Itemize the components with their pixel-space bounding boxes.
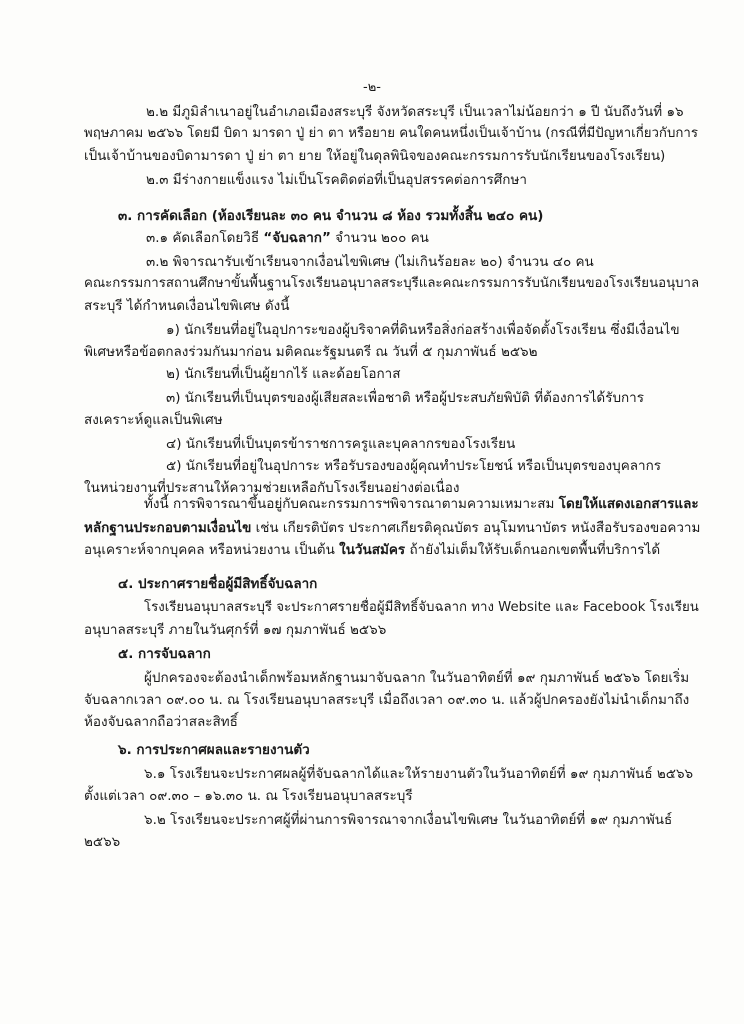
section-5-heading: ๕. การจับฉลาก (118, 646, 211, 662)
item-6-1: ๖.๑ โรงเรียนจะประกาศผลผู้ที่จับฉลากได้และให้รายงานตัวในวันอาทิตย์ที่ ๑๙ กุมภาพันธ์ ๒๕๖๖ (144, 766, 694, 782)
condition-3: ๓) นักเรียนที่เป็นบุตรของผู้เสียสละเพื่อชาติ หรือผู้ประสบภัยพิบัติ ที่ต้องการได้รับการ (166, 390, 645, 406)
paragraph-line: สงเคราะห์ดูแลเป็นพิเศษ (84, 412, 223, 428)
item-3-1: ๓.๑ คัดเลือกโดยวิธี “จับฉลาก” จำนวน ๒๐๐ คน (146, 230, 429, 246)
paragraph-line: เป็นเจ้าบ้านของบิดามารดา ปู่ ย่า ตา ยาย ให้อยู่ในดุลพินิจของคณะกรรมการรับนักเรียนของโรงเรียน) (84, 148, 666, 164)
item-3-2: ๓.๒ พิจารณารับเข้าเรียนจากเงื่อนไขพิเศษ (ไม่เกินร้อยละ ๒๐) จำนวน ๔๐ คน (146, 254, 594, 270)
note-paragraph: ทั้งนี้ การพิจารณาขึ้นอยู่กับคณะกรรมการฯพิจารณาตามความเหมาะสม โดยให้แสดงเอกสารและ (144, 496, 699, 512)
section-3-heading: ๓. การคัดเลือก (ห้องเรียนละ ๓๐ คน จำนวน ๘ ห้อง รวมทั้งสิ้น ๒๔๐ คน) (118, 208, 544, 224)
paragraph-line: อนุบาลสระบุรี ภายในวันศุกร์ที่ ๑๗ กุมภาพันธ์ ๒๕๖๖ (84, 622, 387, 638)
paragraph-line: พฤษภาคม ๒๕๖๖ โดยมี บิดา มารดา ปู่ ย่า ตา หรือยาย คนใดคนหนึ่งเป็นเจ้าบ้าน (กรณีที่มีปัญหาเกี่ยวกับการ (84, 126, 698, 141)
condition-1: ๑) นักเรียนที่อยู่ในอุปการะของผู้บริจาคที่ดินหรือสิ่งก่อสร้างเพื่อจัดตั้งโรงเรียน ซึ่งมีเงื่อนไข (166, 322, 680, 338)
condition-5: ๕) นักเรียนที่อยู่ในอุปการะ หรือรับรองของผู้คุณทำประโยชน์ หรือเป็นบุตรของบุคลากร (166, 458, 662, 474)
paragraph-line: โรงเรียนอนุบาลสระบุรี จะประกาศรายชื่อผู้มีสิทธิ์จับฉลาก ทาง Website และ Facebook โรงเรียน (144, 600, 699, 615)
paragraph-line: หลักฐานประกอบตามเงื่อนไข เช่น เกียรติบัตร ประกาศเกียรติคุณบัตร อนุโมทนาบัตร หนังสือรับรองขอความ (84, 520, 701, 536)
paragraph-line: ตั้งแต่เวลา ๐๙.๓๐ – ๑๖.๓๐ น. ณ โรงเรียนอนุบาลสระบุรี (84, 788, 413, 804)
page-number: -๒- (363, 80, 381, 95)
paragraph-line: สระบุรี ได้กำหนดเงื่อนไขพิเศษ ดังนี้ (84, 298, 290, 314)
paragraph-line: อนุเคราะห์จากบุคคล หรือหน่วยงาน เป็นต้น ในวันสมัคร ถ้ายังไม่เต็มให้รับเด็กนอกเขตพื้นที่บริการได้ (84, 542, 661, 558)
paragraph-line: ๒๕๖๖ (84, 834, 121, 850)
paragraph-line: คณะกรรมการสถานศึกษาขั้นพื้นฐานโรงเรียนอนุบาลสระบุรีและคณะกรรมการรับนักเรียนของโรงเรียนอนุบาล (84, 276, 700, 291)
condition-2: ๒) นักเรียนที่เป็นผู้ยากไร้ และด้อยโอกาส (166, 366, 401, 382)
item-2-2: ๒.๒ มีภูมิลำเนาอยู่ในอำเภอเมืองสระบุรี จังหวัดสระบุรี เป็นเวลาไม่น้อยกว่า ๑ ปี นับถึงวันที่ ๑๖ (146, 104, 684, 120)
paragraph-line: ในหน่วยงานที่ประสานให้ความช่วยเหลือกับโรงเรียนอย่างต่อเนื่อง (84, 480, 460, 496)
section-6-heading: ๖. การประกาศผลและรายงานตัว (118, 742, 310, 758)
item-2-3: ๒.๓ มีร่างกายแข็งแรง ไม่เป็นโรคติดต่อที่เป็นอุปสรรคต่อการศึกษา (146, 172, 527, 188)
paragraph-line: พิเศษหรือข้อตกลงร่วมกันมาก่อน มติคณะรัฐมนตรี ณ วันที่ ๕ กุมภาพันธ์ ๒๕๖๒ (84, 344, 538, 360)
paragraph-line: จับฉลากเวลา ๐๙.๐๐ น. ณ โรงเรียนอนุบาลสระบุรี เมื่อถึงเวลา ๐๙.๓๐ น. แล้วผู้ปกครองยังไม่นำเด็กมาถึง (84, 692, 690, 708)
item-6-2: ๖.๒ โรงเรียนจะประกาศผู้ที่ผ่านการพิจารณาจากเงื่อนไขพิเศษ ในวันอาทิตย์ที่ ๑๙ กุมภาพันธ์ (144, 812, 673, 828)
condition-4: ๔) นักเรียนที่เป็นบุตรข้าราชการครูและบุคลากรของโรงเรียน (166, 436, 516, 452)
paragraph-line: ผู้ปกครองจะต้องนำเด็กพร้อมหลักฐานมาจับฉลาก ในวันอาทิตย์ที่ ๑๙ กุมภาพันธ์ ๒๕๖๖ โดยเริ่ม (144, 670, 690, 686)
section-4-heading: ๔. ประกาศรายชื่อผู้มีสิทธิ์จับฉลาก (118, 576, 318, 592)
paragraph-line: ห้องจับฉลากถือว่าสละสิทธิ์ (84, 714, 238, 730)
